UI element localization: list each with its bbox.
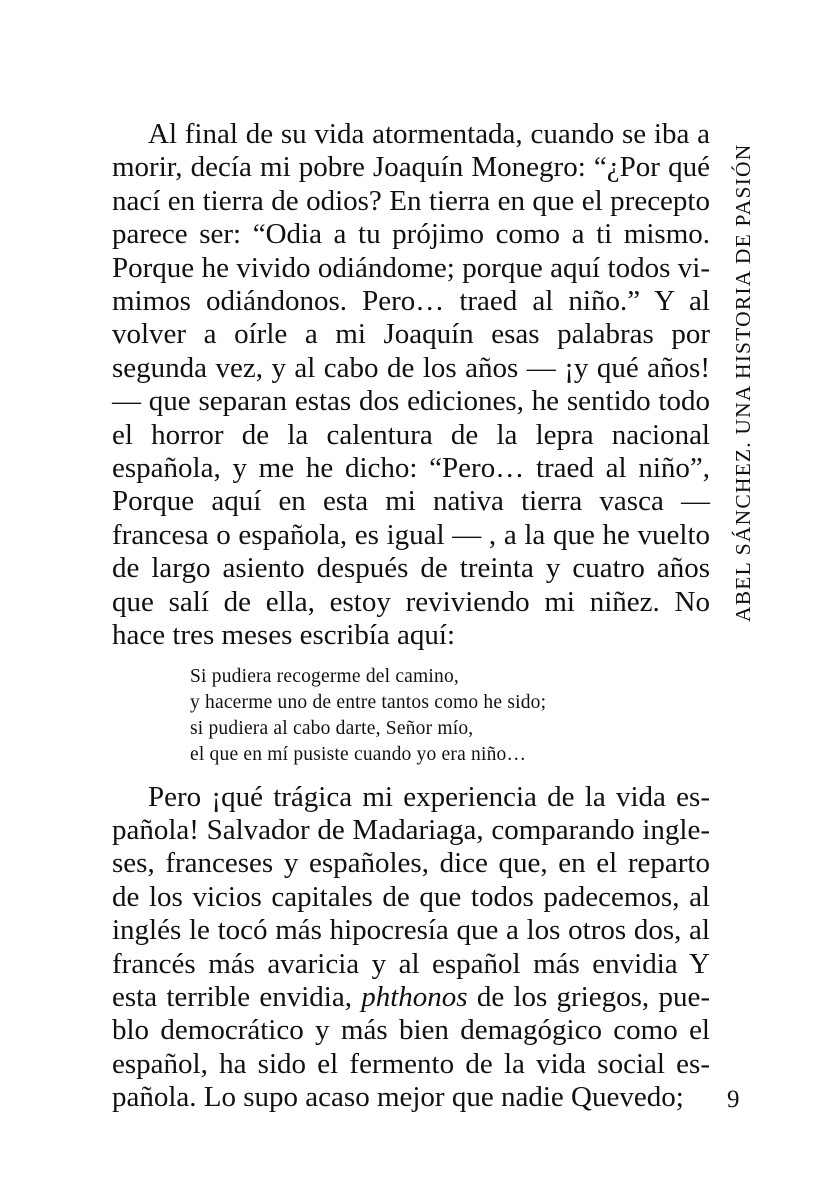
body-text: [112, 118, 710, 1115]
verse-line-3: si pudiera al cabo darte, Señor mío,: [190, 717, 474, 739]
paragraph-2-part-2: de los griegos, pueblo democrático y más bien demagógico como el español, ha sido el fermento de la vida social española. Lo supo acaso mejor que nadie Quevedo;: [112, 980, 710, 1114]
verse-line-1: Si pudiera recogerme del camino,: [190, 665, 460, 687]
verse-line-2: y hacerme uno de entre tantos como he sido;: [190, 691, 547, 713]
paragraph-2-part-1: Pero ¡qué trágica mi experiencia de la vida española! Salvador de Madariaga, comparando ingleses, franceses y españoles, dice que, en el reparto de los vicios capitales de que todos padecemos, al inglés le tocó más hipocresía que a los otros dos, al francés más avaricia y al español más envidia Y esta terrible envidia,: [112, 780, 710, 1013]
phthonos-term: phthonos: [361, 980, 468, 1013]
page-number: 9: [727, 1086, 740, 1113]
verse-line-4: el que en mí pusiste cuando yo era niño…: [190, 743, 527, 765]
paragraph-1: Al final de su vida atormentada, cuando se iba a morir, decía mi pobre Joaquín Monegro: “¿Por qué nací en tierra de odios? En tierra en que el precepto parece ser: “Odia a tu prójimo como a ti mismo. Porque he vivido odiándome; porque aquí todos vimimos odiándonos. Pero… traed al niño.” Y al volver a oírle a mi Joaquín esas palabras por segunda vez, y al cabo de los años — ¡y qué años! — que separan estas dos ediciones, he sentido todo el horror de la calentura de la lepra nacional española, y me he dicho: “Pero… traed al niño”, Porque aquí en esta mi nativa tierra vasca — francesa o española, es igual — , a la que he vuelto de largo asiento después de treinta y cuatro años que salí de ella, estoy reviviendo mi niñez. No hace tres meses escribía aquí:: [112, 118, 710, 652]
paragraph-2: [112, 781, 710, 1115]
verse-quote: [190, 664, 710, 768]
running-head: ABEL SÁNCHEZ. UNA HISTORIA DE PASIÓN: [731, 143, 755, 622]
